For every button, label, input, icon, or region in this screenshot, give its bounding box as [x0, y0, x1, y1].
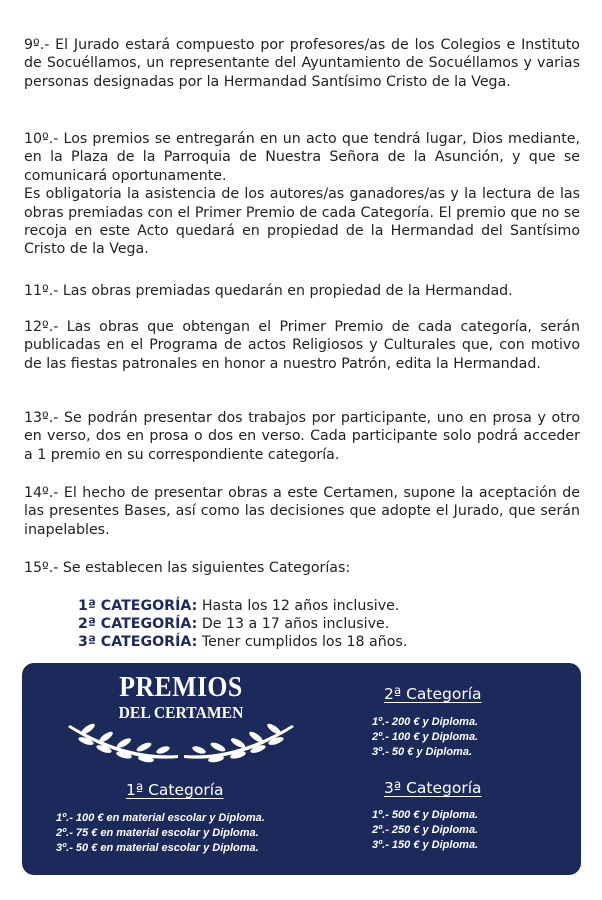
prize-item: 3º.- 150 € y Diploma.: [372, 839, 479, 851]
rule-15-text: 15º.- Se establecen las siguientes Categorías:: [24, 560, 351, 576]
category-2-prizes: [372, 715, 478, 760]
category-3-heading: 3ª Categoría: [384, 779, 482, 797]
rule-9: [24, 36, 580, 91]
category-item: [78, 597, 407, 615]
category-2-heading: 2ª Categoría: [384, 685, 482, 703]
rule-11: [24, 282, 580, 300]
prize-item: 1º.- 200 € y Diploma.: [372, 716, 479, 728]
category-label: 2ª CATEGORÍA:: [78, 616, 198, 632]
prize-item: 2º.- 75 € en material escolar y Diploma.: [56, 827, 259, 839]
prize-item: 1º.- 100 € en material escolar y Diploma.: [56, 812, 265, 824]
rule-9-text: 9º.- El Jurado estará compuesto por profesores/as de los Colegios e Instituto de Socuéllamos, un representante del Ayuntamiento de Socuéllamos y varias personas designadas por la Hermandad Santísimo Cristo de la Vega.: [24, 37, 580, 90]
prizes-title-sub: DEL CERTAMEN: [118, 703, 244, 722]
category-1-prizes: [56, 811, 265, 856]
category-text: Tener cumplidos los 18 años.: [201, 634, 408, 650]
rule-14-text: 14º.- El hecho de presentar obras a este Certamen, supone la aceptación de las presentes Bases, así como las decisiones que adopte el Jurado, que serán inapelables.: [24, 485, 580, 538]
prizes-panel: [22, 663, 581, 875]
rule-13-text: 13º.- Se podrán presentar dos trabajos por participante, uno en prosa y otro en verso, dos en prosa o dos en verso. Cada participante solo podrá acceder a 1 premio en su correspondiente categoría.: [24, 410, 580, 463]
category-text: Hasta los 12 años inclusive.: [201, 598, 400, 614]
category-item: [78, 615, 407, 633]
rule-10-text-a: 10º.- Los premios se entregarán en un acto que tendrá lugar, Dios mediante, en la Plaza de la Parroquia de Nuestra Señora de la Asunción, y que se comunicará oportunamente.: [24, 131, 580, 184]
rule-12-text: 12º.- Las obras que obtengan el Primer Premio de cada categoría, serán publicadas en el Programa de actos Religiosos y Culturales que, con motivo de las fiestas patronales en honor a nuestro Patrón, edita la Hermandad.: [24, 319, 580, 372]
category-list: [78, 597, 407, 651]
laurel-icon: [66, 715, 296, 765]
category-label: 1ª CATEGORÍA:: [78, 598, 198, 614]
rule-12: [24, 318, 580, 373]
category-text: De 13 a 17 años inclusive.: [201, 616, 390, 632]
category-3-prizes: [372, 808, 478, 853]
rule-10-text-b: Es obligatoria la asistencia de los autores/as ganadores/as y la lectura de las obras premiadas con el Primer Premio de cada Categoría. El premio que no se recoja en este Acto quedará en propiedad de la Hermandad del Santísimo Cristo de la Vega.: [24, 186, 580, 258]
prize-item: 2º.- 100 € y Diploma.: [372, 731, 479, 743]
rule-15: [24, 559, 580, 577]
category-item: [78, 633, 407, 651]
category-1-heading: 1ª Categoría: [126, 781, 224, 799]
rule-14: [24, 484, 580, 539]
rule-11-text: 11º.- Las obras premiadas quedarán en propiedad de la Hermandad.: [24, 283, 513, 299]
prize-item: 1º.- 500 € y Diploma.: [372, 809, 479, 821]
prize-item: 3º.- 50 € y Diploma.: [372, 746, 472, 758]
prizes-title-main: PREMIOS: [119, 672, 243, 703]
rule-10: [24, 130, 580, 259]
rule-13: [24, 409, 580, 464]
prize-item: 3º.- 50 € en material escolar y Diploma.: [56, 842, 259, 854]
prize-item: 2º.- 250 € y Diploma.: [372, 824, 479, 836]
category-label: 3ª CATEGORÍA:: [78, 634, 198, 650]
